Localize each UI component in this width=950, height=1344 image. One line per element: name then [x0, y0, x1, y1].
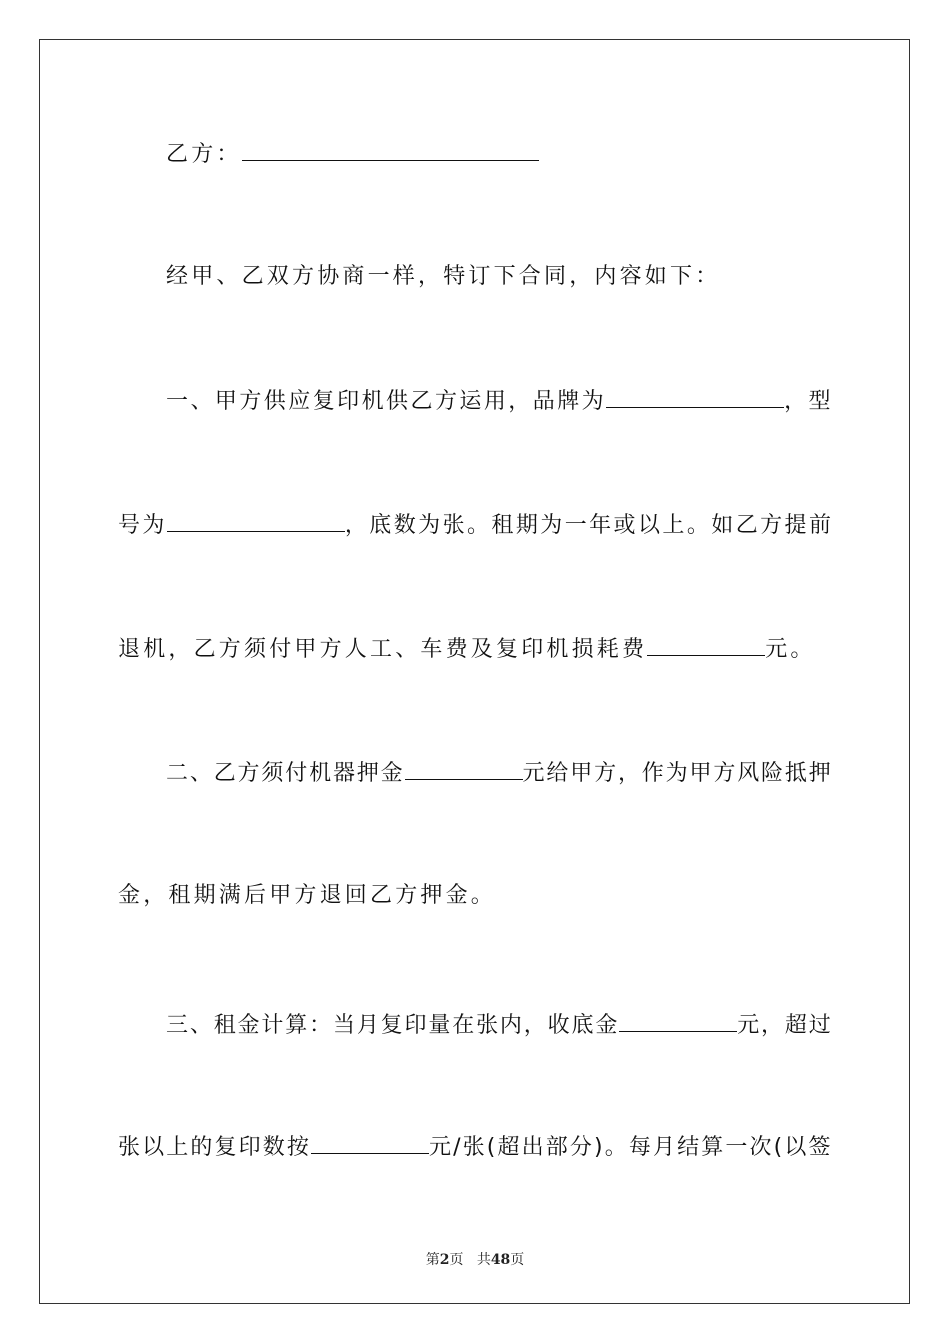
page-border [39, 39, 910, 1304]
clause-1-text-a: 一、甲方供应复印机供乙方运用，品牌为 [166, 389, 607, 414]
base-fee-blank[interactable] [619, 1013, 737, 1032]
page-prefix: 第 [425, 1252, 440, 1268]
loss-fee-blank[interactable] [647, 637, 765, 656]
clause-1-text-b: ，型 [784, 389, 834, 414]
clause-2-text-a: 二、乙方须付机器押金 [166, 761, 405, 786]
clause-3-text-b: 元，超过 [737, 1013, 833, 1038]
intro-text: 经甲、乙双方协商一样，特订下合同，内容如下： [166, 264, 721, 289]
page-suffix: 页 [449, 1252, 464, 1268]
clause-1-text-c: 号为 [118, 513, 167, 538]
clause-2-line-2 [118, 885, 833, 907]
clause-3-line-2 [118, 1135, 833, 1159]
clause-1-text-e: 退机，乙方须付甲方人工、车费及复印机损耗费 [118, 637, 648, 662]
total-pages: 48 [490, 1252, 511, 1268]
clause-1-line-3 [118, 637, 833, 661]
clause-1-text-f: 元。 [765, 637, 816, 662]
clause-2-text-b: 元给甲方，作为甲方风险抵押 [522, 761, 833, 786]
party-b-label: 乙方： [166, 142, 242, 167]
brand-blank[interactable] [606, 389, 784, 408]
clause-3-text-c: 张以上的复印数按 [118, 1135, 312, 1160]
deposit-blank[interactable] [405, 761, 523, 780]
clause-1-line-1 [166, 389, 833, 413]
party-b-blank[interactable] [242, 142, 539, 161]
page-number: 2 [439, 1252, 450, 1268]
model-blank[interactable] [167, 513, 345, 532]
clause-2-line-1 [166, 761, 833, 785]
total-suffix: 页 [510, 1252, 525, 1268]
page-footer [0, 1249, 950, 1269]
party-b-line [166, 142, 833, 166]
clause-3-line-1 [166, 1013, 833, 1037]
clause-1-text-d: ，底数为张。租期为一年或以上。如乙方提前 [344, 513, 834, 538]
clause-3-text-d: 元/张(超出部分)。每月结算一次(以签 [429, 1135, 833, 1160]
per-sheet-rate-blank[interactable] [311, 1135, 429, 1154]
total-prefix: 共 [476, 1252, 491, 1268]
intro-paragraph [166, 266, 833, 288]
clause-2-text-c: 金，租期满后甲方退回乙方押金。 [118, 883, 497, 908]
clause-1-line-2 [118, 513, 833, 537]
clause-3-text-a: 三、租金计算：当月复印量在张内，收底金 [166, 1013, 620, 1038]
